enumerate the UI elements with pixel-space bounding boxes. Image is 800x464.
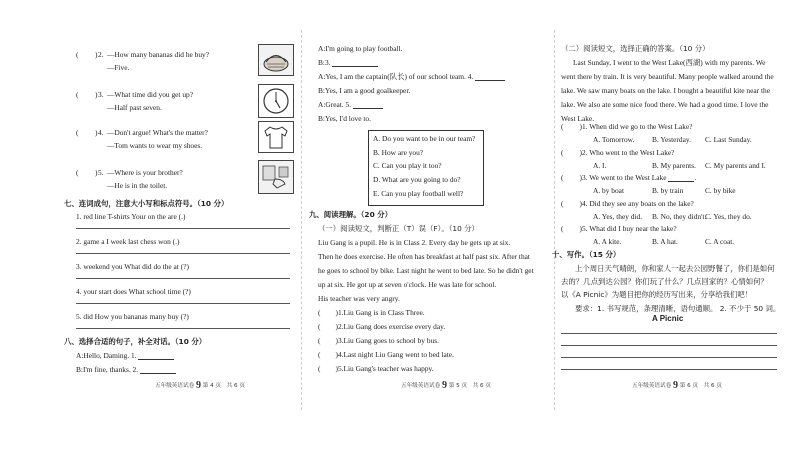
mc-option-c[interactable]: C. Yes, they do. — [705, 212, 752, 221]
mc-option-c[interactable]: C. My parents and I. — [705, 161, 766, 170]
answer-paren[interactable]: ( — [76, 128, 79, 137]
mc-option-c[interactable]: C. A coat. — [705, 237, 735, 246]
mc-question[interactable]: ( )3. We went to the West Lake . — [561, 173, 697, 182]
passage-line: West Lake. — [561, 114, 595, 123]
passage-line: went there by train. It is very beautiful. Many people walked around the — [561, 72, 774, 81]
prompt-line: 上个周日天气晴朗，你和家人一起去公园野餐了，你们是如何 — [575, 264, 775, 273]
blank[interactable] — [668, 173, 694, 182]
dialog-line: A:Great. 5. — [318, 100, 383, 109]
answer-line[interactable] — [76, 253, 290, 254]
mc-option-b[interactable]: B. by train — [652, 186, 684, 195]
mc-option-a[interactable]: A. I. — [593, 161, 607, 170]
mc-option-a[interactable]: A. by boat — [593, 186, 624, 195]
passage-line: lake. We saw many boats on the lake. I bought a beautiful kite near the — [561, 86, 771, 95]
passage-line: Last Sunday, I went to the West Lake(西湖) with my parents. We — [573, 58, 766, 67]
bananas-basket-image — [258, 44, 294, 76]
answer-paren-close: ) — [95, 50, 98, 59]
answer-paren-close: ) — [95, 128, 98, 137]
sentence-item: 5. did How you bananas many buy (?) — [76, 312, 189, 321]
question-number: 2. — [98, 50, 104, 59]
passage-line: His teacher was very angry. — [318, 294, 400, 303]
mc-option-a[interactable]: A. Yes, they did. — [593, 212, 643, 221]
sentence-item: 4. your start does What school time (?) — [76, 287, 191, 296]
answer-text: —Five. — [107, 63, 130, 72]
answer-line[interactable] — [76, 328, 290, 329]
dialog-line: A:I'm going to play football. — [318, 44, 403, 53]
answer-paren[interactable]: ( — [76, 50, 79, 59]
section-10-title: 十、写作。（15 分） — [552, 250, 621, 259]
prompt-line: 要求：1. 书写规范，条理清晰，语句通顺。 2. 不少于 50 词。 — [575, 304, 781, 313]
mc-question[interactable]: ( )4. Did they see any boats on the lake? — [561, 199, 694, 208]
option-item: A. Do you want to be in our team? — [373, 134, 476, 143]
option-item: E. Can you play football well? — [373, 189, 464, 198]
part-2-title: （二）阅读短文，选择正确的答案。（10 分） — [561, 44, 710, 53]
answer-text: —Half past seven. — [107, 103, 162, 112]
part-1-title: （一）阅读短文，判断正（T）误（F）。（10 分） — [318, 224, 479, 233]
mc-option-a[interactable]: A. Tomorrow. — [593, 135, 635, 144]
prompt-line: 以《A Picnic》为题目把你的经历写出来，分享给我们吧！ — [561, 290, 753, 299]
question-number: 3. — [98, 90, 104, 99]
blank-3[interactable] — [332, 58, 378, 67]
passage-line: he goes to school by bike. Last night he went to bed late. So he didn't get — [318, 266, 534, 275]
mc-question[interactable]: ( )2. Who went to the West Lake? — [561, 148, 675, 157]
answer-text: —He is in the toilet. — [107, 181, 168, 190]
prompt-line: 去的？几点到达公园？你们玩了什么？几点回家的？心情如何？ — [561, 277, 768, 286]
tf-item[interactable]: ( )3.Liu Gang goes to school by bus. — [318, 336, 439, 345]
section-9-title: 九、阅读理解。（20 分） — [309, 210, 393, 219]
mc-option-c[interactable]: C. Last Sunday. — [705, 135, 752, 144]
page-footer: 五年级英语试卷 9 第 6 页 共 6 页 — [632, 380, 722, 391]
option-item: B. How are you? — [373, 148, 424, 157]
passage-line: up at six. He got up at seven o'clock. He was late for school. — [318, 280, 497, 289]
question-text: —How many bananas did he buy? — [107, 50, 210, 59]
answer-paren[interactable]: ( — [76, 90, 79, 99]
dialog-line: A:Hello, Daming. 1. — [76, 351, 174, 360]
writing-line[interactable] — [561, 369, 777, 370]
writing-line[interactable] — [561, 333, 777, 334]
tshirt-image — [258, 121, 294, 153]
dialog-line: B:Yes, I am a good goalkeeper. — [318, 86, 411, 95]
answer-paren[interactable]: ( — [76, 168, 79, 177]
writing-line[interactable] — [561, 345, 777, 346]
page-divider — [301, 30, 302, 410]
mc-question[interactable]: ( )1. When did we go to the West Lake? — [561, 122, 693, 131]
option-item: C. Can you play it too? — [373, 161, 442, 170]
clock-image — [258, 84, 294, 118]
mc-option-b[interactable]: B. No, they didn't. — [652, 212, 707, 221]
answer-paren-close: ) — [95, 168, 98, 177]
toilet-image — [258, 160, 294, 194]
mc-option-b[interactable]: B. A hat. — [652, 237, 678, 246]
page-divider — [554, 30, 555, 410]
option-item: D. What are you going to do? — [373, 175, 461, 184]
passage-line: Liu Gang is a pupil. He is in Class 2. Every day he gets up at six. — [318, 238, 511, 247]
mc-option-b[interactable]: B. Yesterday. — [652, 135, 691, 144]
question-number: 5. — [98, 168, 104, 177]
answer-line[interactable] — [76, 278, 290, 279]
section-8-title: 八、选择合适的句子，补全对话。（10 分） — [64, 337, 207, 346]
dialog-line: B:I'm fine, thanks. 2. — [76, 365, 176, 374]
tf-item[interactable]: ( )1.Liu Gang is in Class Three. — [318, 308, 425, 317]
sentence-item: 2. game a I week last chess won (.) — [76, 237, 180, 246]
answer-text: —Tom wants to wear my shoes. — [107, 141, 203, 150]
sentence-item: 3. weekend you What did do the at (?) — [76, 262, 189, 271]
blank-1[interactable] — [138, 351, 174, 360]
dialog-line: B:Yes, I'd love to. — [318, 114, 371, 123]
sentence-item: 1. red line T-shirts Your on the are (.) — [76, 212, 186, 221]
question-text: —Where is your brother? — [107, 168, 183, 177]
question-text: —Don't argue! What's the matter? — [107, 128, 208, 137]
answer-line[interactable] — [76, 303, 290, 304]
tf-item[interactable]: ( )4.Last night Liu Gang went to bed late. — [318, 350, 454, 359]
mc-option-c[interactable]: C. by bike — [705, 186, 736, 195]
blank-4[interactable] — [475, 72, 505, 81]
tf-item[interactable]: ( )5.Liu Gang's teacher was happy. — [318, 364, 434, 373]
dialog-line: A:Yes, I am the captain(队长) of our school team. 4. — [318, 72, 505, 81]
tf-item[interactable]: ( )2.Liu Gang does exercise every day. — [318, 322, 446, 331]
passage-line: lake. We also ate some nice food there. We had a good time. I love the — [561, 100, 769, 109]
section-7-title: 七、连词成句，注意大小写和标点符号。（10 分） — [64, 199, 229, 208]
answer-paren-close: ) — [95, 90, 98, 99]
blank-2[interactable] — [140, 365, 176, 374]
question-number: 4. — [98, 128, 104, 137]
page-footer: 五年级英语试卷 9 第 4 页 共 6 页 — [155, 380, 245, 391]
page-footer: 五年级英语试卷 9 第 5 页 共 6 页 — [401, 380, 491, 391]
answer-line[interactable] — [76, 228, 290, 229]
question-text: —What time did you get up? — [107, 90, 193, 99]
writing-line[interactable] — [561, 357, 777, 358]
dialog-line: B:3. — [318, 58, 378, 67]
essay-title: A Picnic — [652, 314, 684, 323]
mc-option-a[interactable]: A. A kite. — [593, 237, 622, 246]
mc-option-b[interactable]: B. My parents. — [652, 161, 696, 170]
passage-line: Then he does exercise. He often has breakfast at half past six. After that — [318, 252, 530, 261]
mc-question[interactable]: ( )5. What did I buy near the lake? — [561, 224, 677, 233]
blank-5[interactable] — [353, 100, 383, 109]
